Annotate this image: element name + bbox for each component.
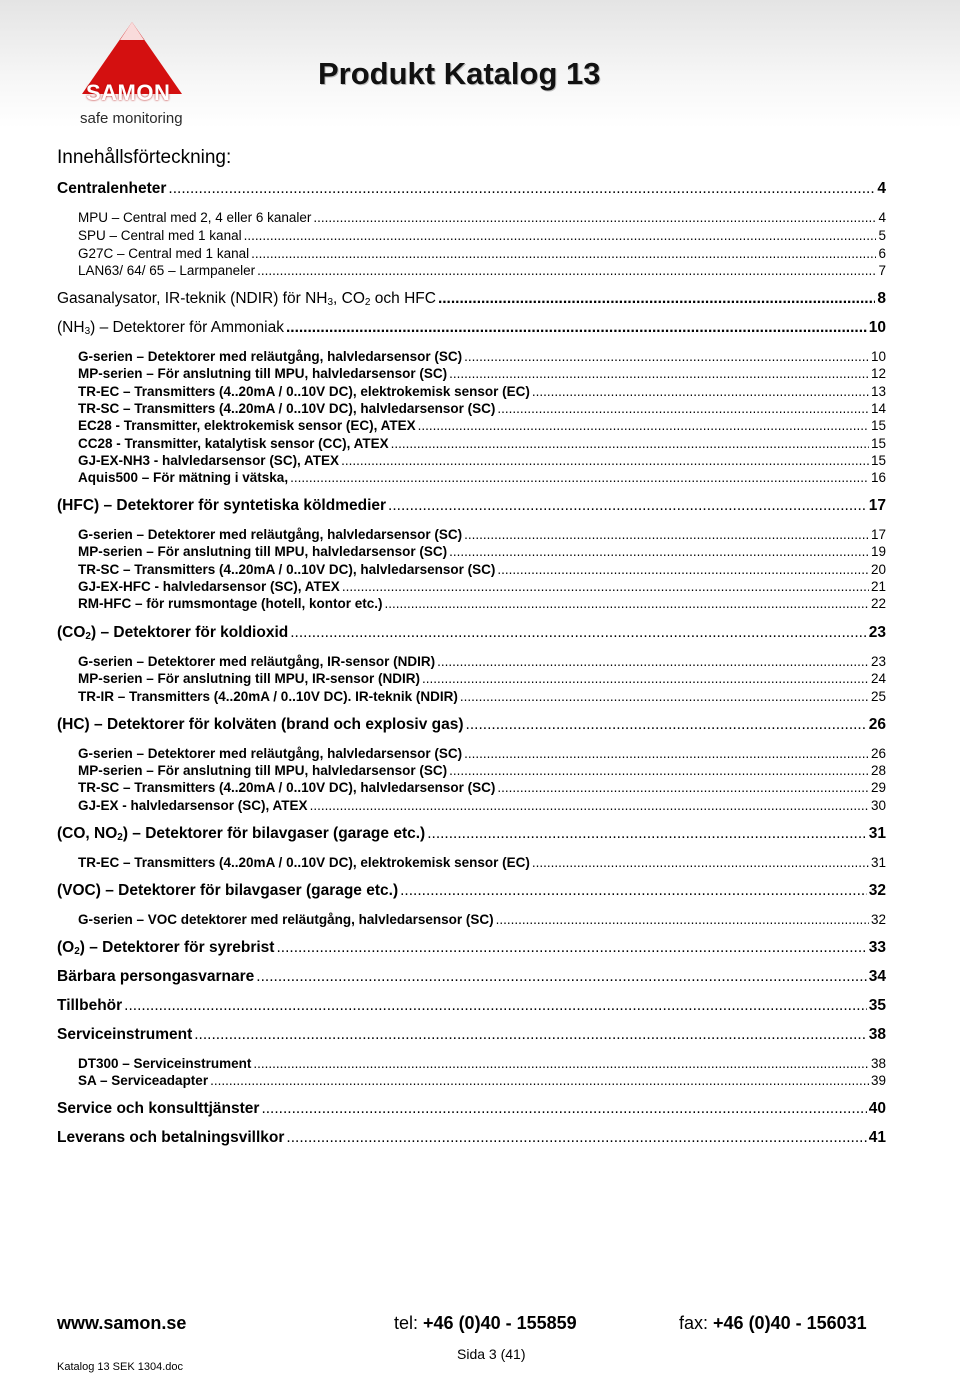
toc-entry-page: 13 <box>870 384 886 399</box>
toc-entry[interactable] <box>78 797 886 815</box>
toc-entry-title: GJ-EX - halvledarsensor (SC), ATEX <box>78 798 308 813</box>
toc-entry-page: 14 <box>870 401 886 416</box>
page-header <box>0 0 960 128</box>
toc-entry-page: 31 <box>868 825 886 842</box>
toc-entry[interactable] <box>78 469 886 487</box>
toc-entry-title: TR-IR – Transmitters (4..20mA / 0..10V DC). IR-teknik (NDIR) <box>78 689 458 704</box>
logo-tagline: safe monitoring <box>80 110 183 127</box>
toc-entry-title: (VOC) – Detektorer för bilavgaser (garage etc.) <box>57 882 399 899</box>
footer-phone-number: +46 (0)40 - 155859 <box>423 1313 577 1333</box>
toc-entry-title: TR-EC – Transmitters (4..20mA / 0..10V DC), elektrokemisk sensor (EC) <box>78 384 530 399</box>
toc-entry[interactable] <box>57 1100 886 1118</box>
toc-entry[interactable] <box>78 348 886 366</box>
toc-entry-title: MP-serien – För anslutning till MPU, halvledarsensor (SC) <box>78 544 448 559</box>
toc-entry[interactable] <box>57 939 886 961</box>
toc-entry-title: Aquis500 – För mätning i vätska, <box>78 470 289 485</box>
toc-entry-page: 30 <box>870 798 886 813</box>
page-number: Sida 3 (41) <box>457 1346 526 1362</box>
toc-entry[interactable] <box>57 716 886 734</box>
toc-entry-title: MP-serien – För anslutning till MPU, IR-sensor (NDIR) <box>78 671 421 686</box>
toc-entry[interactable] <box>57 882 886 900</box>
toc-entry-page: 26 <box>868 716 886 733</box>
samon-logo <box>70 16 190 127</box>
toc-entry-title: CC28 - Transmitter, katalytisk sensor (CC), ATEX <box>78 436 389 451</box>
toc-entry-title: Gasanalysator, IR-teknik (NDIR) för $NH_3$, $CO_2$ och HFC <box>57 290 436 308</box>
toc-entry-page: 15 <box>870 418 886 433</box>
toc-entry[interactable] <box>78 779 886 797</box>
toc-entry-page: 19 <box>870 544 886 559</box>
toc-entry-page: 7 <box>878 263 886 278</box>
toc-entry-title: Tillbehör <box>57 997 123 1014</box>
toc-entry-page: 21 <box>870 579 886 594</box>
toc-entry[interactable] <box>78 417 886 435</box>
toc-entry[interactable] <box>57 624 886 646</box>
page-title: Produkt Katalog 13 <box>318 56 601 91</box>
toc-entry[interactable] <box>78 762 886 780</box>
footer-fax-number: +46 (0)40 - 156031 <box>713 1313 867 1333</box>
toc-entry-title: G-serien – VOC detektorer med reläutgång, halvledarsensor (SC) <box>78 912 494 927</box>
toc-entry[interactable] <box>57 319 886 341</box>
toc-entry-page: 10 <box>868 319 886 336</box>
toc-entry-page: 20 <box>870 562 886 577</box>
toc-entry-title: $(O_2)$ – Detektorer för syrebrist <box>57 939 275 957</box>
footer-website[interactable]: www.samon.se <box>57 1313 187 1333</box>
toc-entry[interactable] <box>78 745 886 763</box>
toc-entry[interactable] <box>78 854 886 872</box>
toc-entry-title: G-serien – Detektorer med reläutgång, IR-sensor (NDIR) <box>78 654 436 669</box>
toc-entry-title: G-serien – Detektorer med reläutgång, halvledarsensor (SC) <box>78 349 463 364</box>
footer-phone <box>394 1313 577 1334</box>
toc-entry-title: TR-EC – Transmitters (4..20mA / 0..10V DC), elektrokemisk sensor (EC) <box>78 855 530 870</box>
toc-entry-page: 35 <box>868 997 886 1014</box>
toc-entry[interactable] <box>78 400 886 418</box>
toc-entry-page: 23 <box>868 624 886 641</box>
toc-entry-title: DT300 – Serviceinstrument <box>78 1056 252 1071</box>
toc-entry-page: 32 <box>868 882 886 899</box>
toc-entry-page: 4 <box>877 180 886 197</box>
toc-entry[interactable] <box>78 383 886 401</box>
document-name: Katalog 13 SEK 1304.doc <box>57 1361 183 1373</box>
toc-entry-title: G-serien – Detektorer med reläutgång, halvledarsensor (SC) <box>78 746 463 761</box>
toc-entry[interactable] <box>78 1055 886 1073</box>
toc-entry-page: 16 <box>870 470 886 485</box>
toc-entry[interactable] <box>78 262 886 280</box>
toc-entry-title: G27C – Central med 1 kanal <box>78 246 250 261</box>
toc-entry-title: RM-HFC – för rumsmontage (hotell, kontor etc.) <box>78 596 383 611</box>
toc-entry-page: 34 <box>868 968 886 985</box>
toc-entry-title: Serviceinstrument <box>57 1026 193 1043</box>
toc-entry[interactable] <box>57 825 886 847</box>
toc-entry-title: (HC) – Detektorer för kolväten (brand och explosiv gas) <box>57 716 464 733</box>
toc-entry-page: 25 <box>870 689 886 704</box>
toc-entry[interactable] <box>57 290 886 312</box>
footer-phone-label: tel: <box>394 1313 419 1333</box>
toc-entry[interactable] <box>57 1026 886 1044</box>
toc-entry-page: 6 <box>878 246 886 261</box>
toc-entry-page: 23 <box>870 654 886 669</box>
toc-entry-page: 22 <box>870 596 886 611</box>
toc-entry-page: 28 <box>870 763 886 778</box>
toc-entry[interactable] <box>57 968 886 986</box>
toc-entry-page: 26 <box>870 746 886 761</box>
toc-entry-page: 41 <box>868 1129 886 1146</box>
toc-entry-page: 39 <box>870 1073 886 1088</box>
toc-entry[interactable] <box>78 595 886 613</box>
toc-entry[interactable] <box>78 543 886 561</box>
footer-fax-label: fax: <box>679 1313 709 1333</box>
toc-entry-page: 17 <box>870 527 886 542</box>
toc-entry-page: 32 <box>870 912 886 927</box>
toc-entry[interactable] <box>78 653 886 671</box>
toc-entry[interactable] <box>78 365 886 383</box>
toc-entry[interactable] <box>78 209 886 227</box>
toc-entry[interactable] <box>78 688 886 706</box>
toc-entry-page: 31 <box>870 855 886 870</box>
toc-entry-title: GJ-EX-HFC - halvledarsensor (SC), ATEX <box>78 579 340 594</box>
toc-entry-page: 5 <box>878 228 886 243</box>
toc-entry-title: LAN63/ 64/ 65 – Larmpaneler <box>78 263 256 278</box>
toc-entry-title: G-serien – Detektorer med reläutgång, halvledarsensor (SC) <box>78 527 463 542</box>
toc-entry[interactable] <box>57 997 886 1015</box>
toc-entry[interactable] <box>78 911 886 929</box>
toc-entry-page: 12 <box>870 366 886 381</box>
toc-entry[interactable] <box>78 452 886 470</box>
toc-entry-page: 8 <box>877 290 886 307</box>
toc-entry[interactable] <box>78 561 886 579</box>
toc-entry[interactable] <box>78 1072 886 1090</box>
toc-entry-page: 29 <box>870 780 886 795</box>
toc-entry-page: 38 <box>870 1056 886 1071</box>
toc-entry[interactable] <box>57 497 886 515</box>
toc-entry-title: $(NH_3)$ – Detektorer för Ammoniak <box>57 319 284 337</box>
toc-entry-page: 15 <box>870 436 886 451</box>
toc-entry-title: Centralenheter <box>57 180 167 197</box>
toc-entry-title: EC28 - Transmitter, elektrokemisk sensor (EC), ATEX <box>78 418 416 433</box>
toc-entry-page: 38 <box>868 1026 886 1043</box>
toc-entry-title: SPU – Central med 1 kanal <box>78 228 242 243</box>
toc-entry[interactable] <box>78 526 886 544</box>
toc-entry[interactable] <box>78 435 886 453</box>
toc-entry-title: $(CO_2)$ – Detektorer för koldioxid <box>57 624 289 642</box>
toc-entry-title: MP-serien – För anslutning till MPU, halvledarsensor (SC) <box>78 366 448 381</box>
toc-entry-page: 24 <box>870 671 886 686</box>
toc-entry[interactable] <box>57 180 886 198</box>
toc-entry-title: TR-SC – Transmitters (4..20mA / 0..10V DC), halvledarsensor (SC) <box>78 780 496 795</box>
toc-entry-page: 15 <box>870 453 886 468</box>
toc-entry-title: Leverans och betalningsvillkor <box>57 1129 285 1146</box>
toc-entry-page: 4 <box>878 210 886 225</box>
toc-entry-page: 17 <box>868 497 886 514</box>
toc-entry-page: 40 <box>868 1100 886 1117</box>
toc-entry-title: TR-SC – Transmitters (4..20mA / 0..10V DC), halvledarsensor (SC) <box>78 562 496 577</box>
toc-entry-title: GJ-EX-NH3 - halvledarsensor (SC), ATEX <box>78 453 340 468</box>
footer-fax <box>679 1313 867 1334</box>
toc-entry-title: SA – Serviceadapter <box>78 1073 209 1088</box>
toc-entry-title: MPU – Central med 2, 4 eller 6 kanaler <box>78 210 312 225</box>
toc-entry[interactable] <box>78 670 886 688</box>
toc-entry-page: 33 <box>868 939 886 956</box>
toc-entry-title: Service och konsulttjänster <box>57 1100 260 1117</box>
toc-entry-title: TR-SC – Transmitters (4..20mA / 0..10V DC), halvledarsensor (SC) <box>78 401 496 416</box>
toc-entry-page: 10 <box>870 349 886 364</box>
toc-entry[interactable] <box>78 578 886 596</box>
toc-entry-title: (CO, $NO_2$) – Detektorer för bilavgaser (garage etc.) <box>57 825 426 843</box>
toc-entry-title: Bärbara persongasvarnare <box>57 968 255 985</box>
toc-entry[interactable] <box>78 245 886 263</box>
toc-entry-title: MP-serien – För anslutning till MPU, halvledarsensor (SC) <box>78 763 448 778</box>
toc-heading: Innehållsförteckning: <box>57 147 232 168</box>
toc-entry[interactable] <box>78 227 886 245</box>
toc-entry-title: (HFC) – Detektorer för syntetiska köldmedier <box>57 497 387 514</box>
logo-brand: SAMON <box>86 80 171 105</box>
toc-entry[interactable] <box>57 1129 886 1147</box>
